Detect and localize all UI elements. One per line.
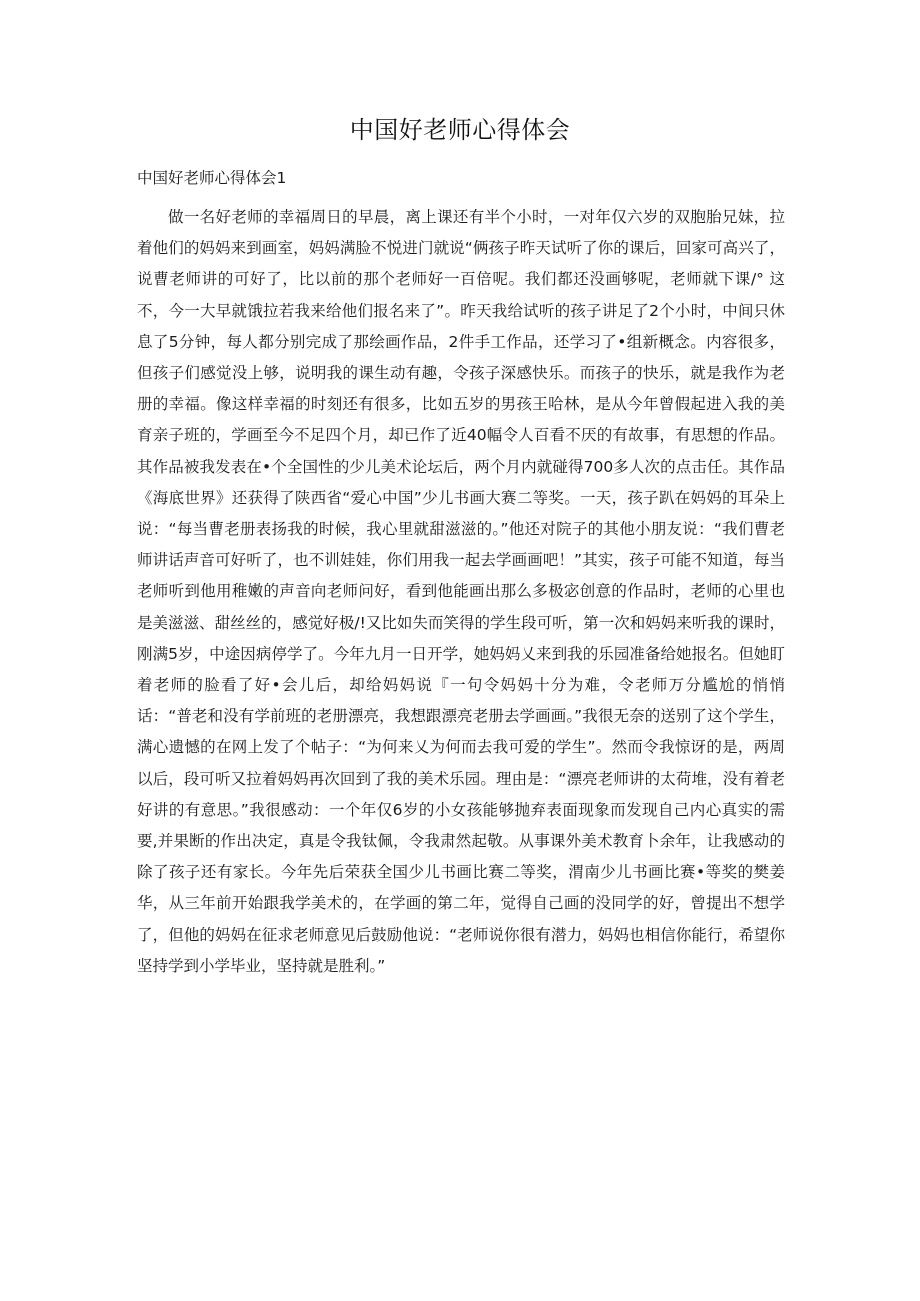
section-heading: 中国好老师心得体会1 <box>137 169 287 187</box>
body-paragraph: 做一名好老师的幸福周日的早晨，离上课还有半个小时，一对年仅六岁的双胞胎兄妹，拉着他们的妈妈来到画室，妈妈满脸不悦进门就说“俩孩子昨天试听了你的课后，回家可高兴了，说曹老师讲的可好了，比以前的那个老师好一百倍呢。我们都还没画够呢，老师就下课/° 这不，今一大早就饿拉若我来给他们报名来了”。昨天我给试听的孩子讲足了2个小时，中间只休息了5分钟，每人都分别完成了那绘画作品，2件手工作品，还学习了•组新概念。内容很多，但孩子们感觉没上够，说明我的课生动有趣，令孩子深感快乐。而孩子的快乐，就是我作为老册的幸福。像这样幸福的时刻还有很多，比如五岁的男孩王哈林，是从今年曾假起进入我的美育亲子班的，学画至今不足四个月，却已作了近40幅令人百看不厌的有故事，有思想的作品。其作品被我发表在•个全国性的少儿美术论坛后，两个月内就碰得700多人次的点击任。其作品《海底世界》还获得了陕西省“爱心中国”少儿书画大赛二等奖。一天，孩子趴在妈妈的耳朵上说：“每当曹老册表扬我的时候，我心里就甜滋滋的。”他还对院子的其他小朋友说：“我们曹老师讲话声音可好听了，也不训娃娃，你们用我一起去学画画吧！”其实，孩子可能不知道，每当老师听到他用稚嫩的声音向老师问好，看到他能画出那么多极宓创意的作品时，老师的心里也是美滋滋、甜丝丝的，感觉好极/!又比如失而笑得的学生段可听，第一次和妈妈来听我的课时，刚满5岁，中途因病停学了。今年九月一日开学，她妈妈乂来到我的乐园准备给她报名。但她盯着老师的脸看了好•会儿后，却给妈妈说『一句令妈妈十分为难，令老师万分尴尬的悄悄话：“普老和没有学前班的老册漂亮，我想跟漂亮老册去学画画。”我很无奈的送别了这个学生，满心遗憾的在网上发了个帖子：“为何来乂为何而去我可爱的学生”。然而令我惊讶的是，两周以后，段可听又拉着妈妈再次回到了我的美术乐园。理由是：“漂亮老师讲的太荷堆，没有着老好讲的有意思。”我很感动：一个年仅6岁的小女孩能够抛弃表面现象而发现自己内心真实的需要,并果断的作出决定，真是令我钛佩，令我肃然起敬。从事课外美术教育卜余年，让我感动的除了孩子还有家长。今年先后荣获全国少儿书画比赛二等奖，渭南少儿书画比赛•等奖的樊姜华，从三年前开始跟我学美术的，在学画的第二年，觉得自己画的没同学的好，曾提出不想学了，但他的妈妈在征求老师意见后鼓励他说：“老师说你很有潜力，妈妈也相信你能行，希望你坚持学到小学毕业，坚持就是胜利。” <box>137 208 785 975</box>
document-title: 中国好老师心得体会 <box>349 116 571 144</box>
